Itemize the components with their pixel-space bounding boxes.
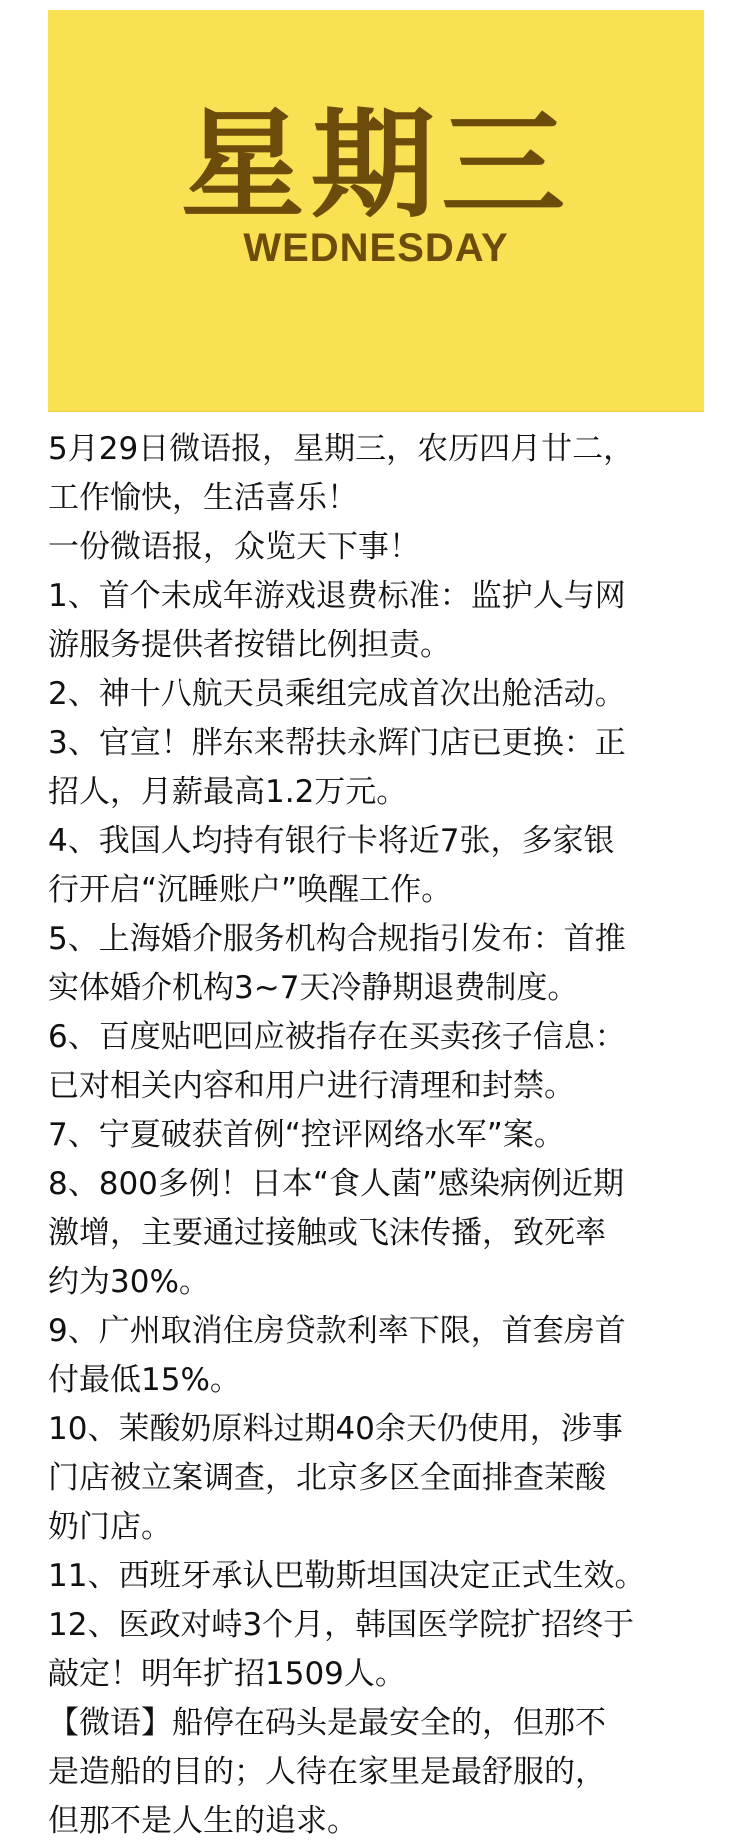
text-line: 是造船的目的；人待在家里是最舒服的， — [48, 1754, 606, 1790]
text-line: 付最低15%。 — [48, 1362, 241, 1398]
text-line: 8、800多例！日本“食人菌”感染病例近期 — [48, 1166, 625, 1202]
banner-subtitle: WEDNESDAY — [243, 226, 509, 270]
text-line: 6、百度贴吧回应被指存在买卖孩子信息： — [48, 1019, 626, 1055]
text-line: 门店被立案调查，北京多区全面排查茉酸 — [48, 1460, 606, 1496]
day-banner — [48, 10, 704, 412]
text-line: 激增，主要通过接触或飞沫传播，致死率 — [48, 1215, 606, 1251]
text-line: 招人，月薪最高1.2万元。 — [48, 774, 408, 810]
text-line: 12、医政对峙3个月，韩国医学院扩招终于 — [48, 1607, 635, 1643]
text-line: 1、首个未成年游戏退费标准：监护人与网 — [48, 578, 626, 614]
text-line: 9、广州取消住房贷款利率下限，首套房首 — [48, 1313, 626, 1349]
text-line: 4、我国人均持有银行卡将近7张，多家银 — [48, 823, 615, 859]
text-line: 约为30%。 — [48, 1264, 210, 1300]
text-line: 10、茉酸奶原料过期40余天仍使用，涉事 — [48, 1411, 623, 1447]
text-line: 敲定！明年扩招1509人。 — [48, 1656, 406, 1692]
banner-title: 星期三 — [180, 96, 572, 234]
text-line: 7、宁夏破获首例“控评网络水军”案。 — [48, 1117, 565, 1153]
text-line: 但那不是人生的追求。 — [48, 1803, 358, 1839]
text-line: 一份微语报，众览天下事！ — [48, 529, 420, 565]
text-line: 奶门店。 — [48, 1509, 172, 1545]
banner-text-group — [48, 96, 704, 270]
news-body — [48, 425, 708, 1846]
text-line: 实体婚介机构3~7天冷静期退费制度。 — [48, 970, 579, 1006]
text-line: 2、神十八航天员乘组完成首次出舱活动。 — [48, 676, 626, 712]
text-line: 5、上海婚介服务机构合规指引发布：首推 — [48, 921, 626, 957]
text-line: 已对相关内容和用户进行清理和封禁。 — [48, 1068, 575, 1104]
text-line: 工作愉快，生活喜乐！ — [48, 480, 358, 516]
text-line: 5月29日微语报，星期三，农历四月廿二， — [48, 431, 635, 467]
text-line: 【微语】船停在码头是最安全的，但那不 — [48, 1705, 606, 1741]
text-line: 11、西班牙承认巴勒斯坦国决定正式生效。 — [48, 1558, 646, 1594]
text-line: 行开启“沉睡账户”唤醒工作。 — [48, 872, 453, 908]
text-line: 3、官宣！胖东来帮扶永辉门店已更换：正 — [48, 725, 626, 761]
text-line: 游服务提供者按错比例担责。 — [48, 627, 451, 663]
